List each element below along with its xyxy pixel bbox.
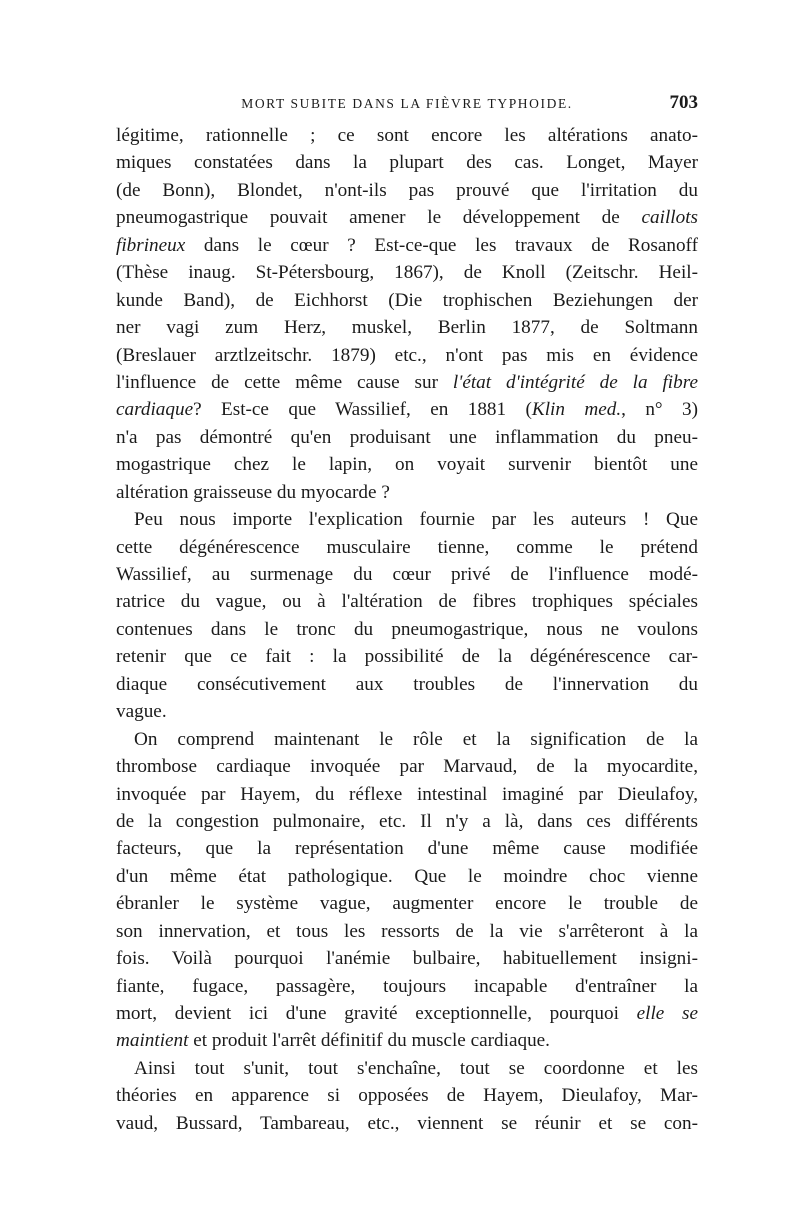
text-line [116,451,698,478]
text-segment: thrombose cardiaque invoquée par Marvaud, de la myocardite, [116,756,698,778]
text-segment: , n° 3) [621,399,698,421]
text-line [116,1055,698,1082]
text-segment: Ainsi tout s'unit, tout s'enchaîne, tout se coordonne et les [134,1057,698,1079]
text-line [116,561,698,588]
text-segment: diaque consécutivement aux troubles de l'innervation du [116,673,698,695]
text-line [116,314,698,341]
text-line [116,1082,698,1109]
text-segment: altération graisseuse du myocarde ? [116,481,390,503]
text-segment: fois. Voilà pourquoi l'anémie bulbaire, habituellement insigni- [116,948,698,970]
text-segment: kunde Band), de Eichhorst (Die trophischen Beziehungen der [116,289,698,311]
text-line [116,534,698,561]
text-segment: retenir que ce fait : la possibilité de la dégénérescence car- [116,646,698,668]
italic-segment: cardiaque [116,399,194,421]
text-line [116,918,698,945]
text-segment: On comprend maintenant le rôle et la signification de la [134,728,698,750]
text-line [116,726,698,753]
text-line [116,204,698,231]
text-line [116,616,698,643]
italic-segment: maintient [116,1030,189,1052]
text-line [116,342,698,369]
text-segment: ner vagi zum Herz, muskel, Berlin 1877, de Soltmann [116,317,698,339]
text-line [116,369,698,396]
text-segment: son innervation, et tous les ressorts de la vie s'arrêteront à la [116,920,698,942]
text-line [116,479,698,506]
italic-segment: l'état d'intégrité de la fibre [452,371,698,393]
text-line [116,149,698,176]
running-title: MORT SUBITE DANS LA FIÈVRE TYPHOIDE. [241,96,573,111]
text-segment: Peu nous importe l'explication fournie par les auteurs ! Que [134,509,698,531]
italic-segment: caillots [641,207,698,229]
text-line [116,890,698,917]
text-segment: invoquée par Hayem, du réflexe intestinal imaginé par Dieulafoy, [116,783,698,805]
text-segment: (de Bonn), Blondet, n'ont-ils pas prouvé que l'irritation du [116,179,698,201]
text-segment: mogastrique chez le lapin, on voyait survenir bientôt une [116,454,698,476]
text-segment: l'influence de cette même cause sur [116,371,453,393]
page-number: 703 [669,92,698,113]
text-line [116,1027,698,1054]
text-line [116,287,698,314]
text-segment: mort, devient ici d'une gravité exceptionnelle, pourquoi [116,1003,637,1024]
text-segment: vague. [116,701,167,723]
text-segment: contenues dans le tronc du pneumogastrique, nous ne voulons [116,618,698,640]
text-line [116,588,698,615]
text-segment: d'un même état pathologique. Que le moindre choc vienne [116,865,698,887]
text-line [116,753,698,780]
text-line [116,1110,698,1137]
italic-segment: elle se [636,1003,698,1024]
text-segment: fiante, fugace, passagère, toujours incapable d'entraîner la [116,975,698,997]
text-line [116,643,698,670]
text-segment: légitime, rationnelle ; ce sont encore les altérations anato- [116,125,698,146]
text-line [116,671,698,698]
text-line [116,863,698,890]
text-segment: ébranler le système vague, augmenter encore le trouble de [116,893,698,915]
text-segment: facteurs, que la représentation d'une même cause modifiée [116,838,698,860]
body-text [116,122,698,1137]
text-line [116,808,698,835]
text-segment: théories en apparence si opposées de Hayem, Dieulafoy, Mar- [116,1085,698,1107]
text-segment: ? Est-ce que Wassilief, en 1881 ( [193,399,532,421]
text-segment: (Thèse inaug. St-Pétersbourg, 1867), de Knoll (Zeitschr. Heil- [116,262,698,284]
text-line [116,698,698,725]
text-segment: vaud, Bussard, Tambareau, etc., viennent se réunir et se con- [116,1112,698,1134]
text-line [116,177,698,204]
italic-segment: fibrineux [116,234,186,256]
text-line [116,835,698,862]
text-line [116,232,698,259]
text-line [116,122,698,149]
text-segment: n'a pas démontré qu'en produisant une inflammation du pneu- [116,426,698,448]
text-line [116,396,698,423]
text-segment: et produit l'arrêt définitif du muscle cardiaque. [188,1030,550,1052]
text-line [116,259,698,286]
text-line [116,424,698,451]
text-segment: (Breslauer arztlzeitschr. 1879) etc., n'ont pas mis en évidence [116,344,698,366]
text-line [116,973,698,1000]
italic-segment: Klin med. [531,399,622,421]
text-line [116,945,698,972]
text-line [116,1000,698,1027]
text-segment: de la congestion pulmonaire, etc. Il n'y a là, dans ces différents [116,810,698,832]
text-segment: Wassilief, au surmenage du cœur privé de l'influence modé- [116,564,698,585]
text-segment: miques constatées dans la plupart des cas. Longet, Mayer [116,152,698,174]
text-line [116,781,698,808]
text-segment: cette dégénérescence musculaire tienne, comme le prétend [116,536,698,558]
text-segment: dans le cœur ? Est-ce-que les travaux de Rosanoff [185,234,698,256]
text-segment: pneumogastrique pouvait amener le développement de [116,207,642,229]
text-line [116,506,698,533]
running-header [116,94,698,118]
text-segment: ratrice du vague, ou à l'altération de fibres trophiques spéciales [116,591,698,613]
